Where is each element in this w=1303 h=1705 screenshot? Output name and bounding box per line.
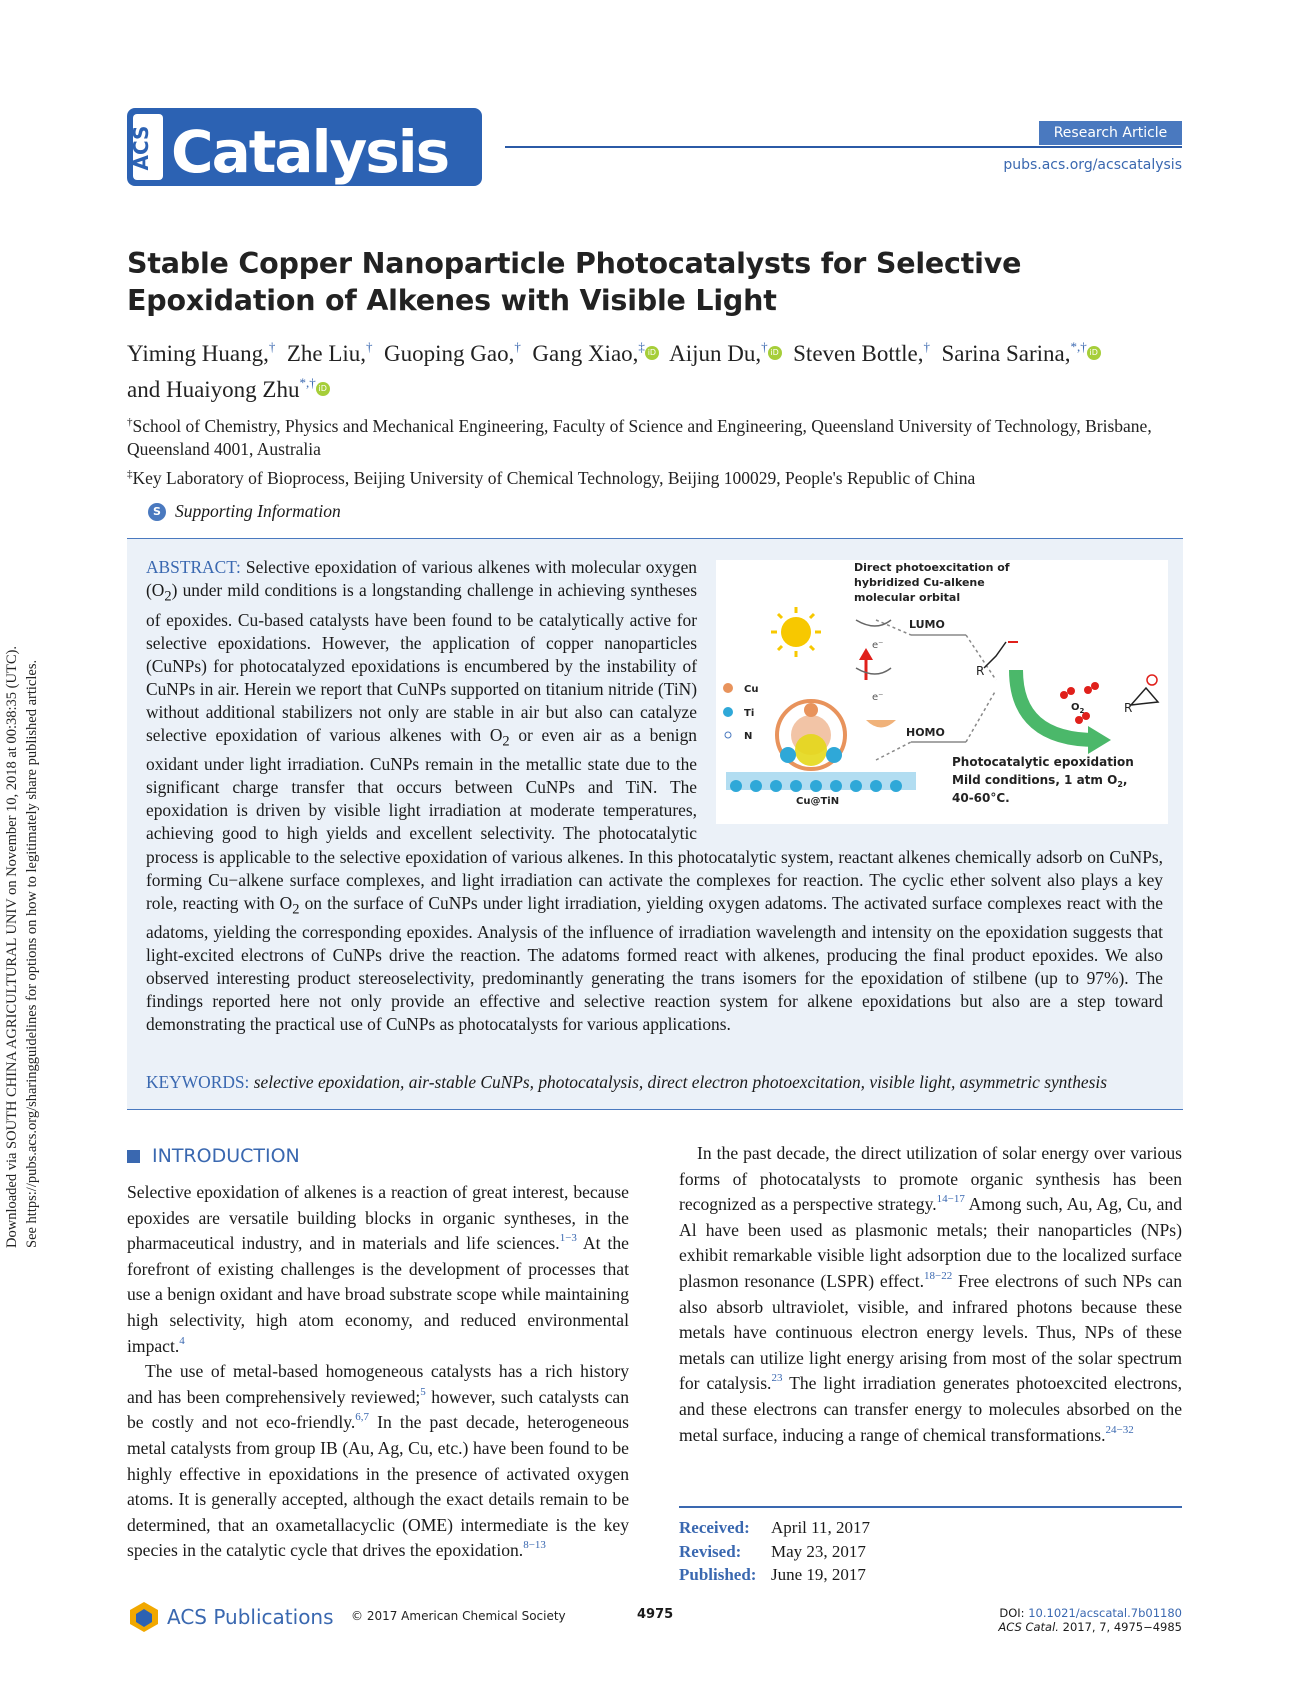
n-legend-icon — [725, 732, 731, 738]
author-mark: † — [761, 339, 768, 354]
journal-badge: ACS — [129, 125, 153, 171]
revised-label: Revised: — [679, 1541, 742, 1561]
r-group-label: R — [976, 664, 985, 678]
keywords-list: selective epoxidation, air-stable CuNPs, photocatalysis, direct electron photoexcitation, visible light, asymmetric synthesis — [253, 1072, 1107, 1092]
author-mark: *,† — [1070, 339, 1087, 354]
right-column — [679, 1141, 1182, 1448]
reference-link[interactable]: 4 — [179, 1334, 185, 1347]
subscript: 2 — [164, 588, 172, 605]
r-group-label: R — [1124, 701, 1133, 715]
toc-caption-2: Mild conditions, 1 atm $O_2$, — [952, 773, 1128, 789]
author-mark: † — [366, 339, 373, 354]
received-label: Received: — [679, 1518, 750, 1537]
publisher-logo[interactable] — [127, 1600, 334, 1634]
reference-link[interactable]: 23 — [771, 1372, 783, 1385]
citation: 2017, 7, 4975−4985 — [1058, 1620, 1182, 1634]
legend-ti: Ti — [744, 708, 755, 719]
section-bullet-icon — [127, 1150, 140, 1163]
download-note-line-2[interactable]: See https://pubs.acs.org/sharingguidelines for options on how to legitimately share published articles. — [24, 659, 40, 1248]
reference-link[interactable]: 5 — [420, 1385, 426, 1398]
supporting-info-label: Supporting Information — [175, 501, 341, 521]
intro-paragraph-2: The use of metal-based homogeneous catalysts has a rich history and has been comprehensively reviewed;$^5$ however, such catalysts can be costly and not eco-friendly.$^{6,7}$ In the past decade, heterogeneous metal catalysts from group IB (Au, Ag, Cu, etc.) have been found to be highly effective in epoxidations in the presence of activated oxygen atoms. It is generally accepted, although the exact details remain to be determined, that an oxametallacyclic (OME) intermediate is the key species in the catalytic cycle that drives the epoxidation.$^{8-13}$ — [127, 1361, 629, 1561]
acs-hexagon-icon — [127, 1600, 161, 1634]
affiliation-1 — [127, 411, 1187, 461]
homo-label: HOMO — [906, 726, 945, 739]
revised-row — [679, 1540, 870, 1564]
reference-link[interactable]: 6,7 — [355, 1411, 370, 1424]
published-date: June 19, 2017 — [771, 1565, 866, 1584]
download-note — [2, 348, 42, 1248]
orcid-icon[interactable]: iD — [645, 346, 659, 360]
epoxide-icon — [1131, 688, 1158, 705]
article-title: Stable Copper Nanoparticle Photocatalysts for Selective Epoxidation of Alkenes with Visible Light — [127, 247, 1022, 317]
affiliation-mark: † — [127, 416, 133, 428]
orcid-icon[interactable]: iD — [316, 382, 330, 396]
author-name[interactable]: Zhe Liu, — [286, 341, 367, 366]
abstract-part: or even air as a benign oxidant under light irradiation. CuNPs remain in the metallic state due to the significant charge transfer that occurs between CuNPs and TiN. The epoxidation is driven by visible light irradiation at moderate temperatures, achieving good to high yields and excellent selectivity. The photocatalytic process is applicable to the selective epoxidation of various alkenes. In this photocatalytic system, reactant alkenes chemically adsorb on CuNPs, forming Cu−alkene surface complexes, and light irradiation can activate the complexes for reaction. The cyclic ether solvent also plays a key role, reacting with O — [146, 724, 1163, 913]
author-list — [127, 332, 1187, 404]
toc-caption-3: 40-60°C. — [952, 791, 1010, 805]
reference-link[interactable]: 8−13 — [523, 1539, 546, 1552]
ti-legend-icon — [723, 707, 733, 717]
author-mark: † — [268, 339, 276, 354]
journal-logo — [127, 108, 482, 186]
author-mark: *,† — [299, 375, 316, 390]
dates-rule — [679, 1506, 1182, 1508]
author-name[interactable]: Aijun Du, — [669, 341, 762, 366]
author-name[interactable]: Guoping Gao, — [384, 341, 515, 366]
article-type-badge: Research Article — [1039, 121, 1182, 145]
reference-link[interactable]: 24−32 — [1105, 1423, 1134, 1436]
left-column — [127, 1180, 629, 1564]
cu-cluster-icon — [777, 701, 845, 769]
copyright: © 2017 American Chemical Society — [351, 1609, 566, 1623]
toc-heading-2: hybridized Cu-alkene — [854, 576, 985, 589]
orcid-icon[interactable]: iD — [768, 346, 782, 360]
legend-cu: Cu — [744, 684, 759, 695]
author-name[interactable]: Yiming Huang, — [127, 341, 269, 366]
download-note-line-1: Downloaded via SOUTH CHINA AGRICULTURAL UNIV on November 10, 2018 at 00:38:35 (UTC). — [4, 646, 20, 1248]
supporting-info-icon: S — [148, 503, 166, 521]
subscript: 2 — [292, 901, 300, 918]
reference-link[interactable]: 18−22 — [924, 1269, 953, 1282]
citation-journal: ACS Catal. — [998, 1620, 1059, 1634]
received-row — [679, 1516, 870, 1540]
cu-legend-icon — [723, 683, 733, 693]
abstract-part: on the surface of CuNPs under light irradiation, yielding oxygen adatoms. The activated surface complexes react with the adatoms, yielding the corresponding epoxides. Analysis of the influence of irradiation wavelength and intensity on the epoxidation suggests that light-excited electrons of CuNPs drive the reaction. The adatoms formed react with alkenes, producing the final product epoxides. We also observed interesting product stereoselectivity, predominantly generating the trans isomers for the epoxidation of stilbene (up to 97%). The findings reported here not only provide an effective and selective reaction system for alkene epoxidations but also are a step toward demonstrating the practical use of CuNPs as photocatalysts for various applications. — [146, 892, 1164, 1035]
abstract-label: ABSTRACT: — [146, 557, 241, 577]
author-mark: † — [514, 339, 521, 354]
affiliation-1-text: School of Chemistry, Physics and Mechanical Engineering, Faculty of Science and Engineering, Queensland University of Technology, Brisbane, Queensland 4001, Australia — [127, 415, 1152, 459]
sun-icon — [771, 607, 821, 657]
affiliation-2 — [127, 463, 1187, 490]
received-date: April 11, 2017 — [771, 1518, 871, 1537]
toc-graphic — [716, 560, 1168, 824]
author-name[interactable]: and Huaiyong Zhu — [127, 377, 300, 402]
orcid-icon[interactable]: iD — [1087, 346, 1101, 360]
toc-heading-3: molecular orbital — [854, 591, 961, 604]
subscript: 2 — [502, 733, 510, 750]
o2-label: $O_2$ — [1071, 702, 1085, 715]
toc-heading-1: Direct photoexcitation of — [854, 561, 1010, 574]
affiliation-2-text: Key Laboratory of Bioprocess, Beijing University of Chemical Technology, Beijing 100029, People's Republic of China — [132, 467, 976, 488]
published-row — [679, 1563, 870, 1587]
page-number: 4975 — [637, 1607, 674, 1622]
author-mark: ‡ — [638, 339, 645, 354]
author-name[interactable]: Gang Xiao, — [532, 341, 639, 366]
abstract-part: Selective epoxidation of various alkenes with molecular oxygen (O — [146, 557, 697, 601]
tin-support-icon — [726, 772, 916, 792]
electron-label: e⁻ — [872, 692, 884, 703]
supporting-information-link[interactable] — [148, 501, 341, 522]
keywords — [146, 1071, 1176, 1094]
intro-paragraph-3: In the past decade, the direct utilization of solar energy over various forms of photocatalysts to promote organic synthesis has been recognized as a perspective strategy.$^{14-17}$ Among such, Au, Ag, Cu, and Al have been used as plasmonic metals; their nanoparticles (NPs) exhibit remarkable visible light adsorption due to the localized surface plasmon resonance (LSPR) effect.$^{18-22}$ Free electrons of such NPs can also absorb ultraviolet, visible, and infrared photons because these metals have continuous electron energy levels. Thus, NPs of these metals can utilize light energy arising from most of the solar spectrum for catalysis.$^{23}$ The light irradiation generates photoexcited electrons, and these electrons can transfer energy to molecules absorbed on the metal surface, inducing a range of chemical transformations.$^{24-32}$ — [679, 1143, 1183, 1445]
reference-link[interactable]: 14−17 — [936, 1193, 965, 1206]
publication-dates — [679, 1516, 870, 1587]
publisher-name: ACS Publications — [167, 1605, 334, 1629]
support-label: Cu@TiN — [796, 796, 840, 807]
journal-name: Catalysis — [171, 118, 449, 186]
author-name[interactable]: Steven Bottle, — [793, 341, 924, 366]
header-rule — [505, 146, 1182, 148]
doi-link[interactable]: 10.1021/acscatal.7b01180 — [1028, 1606, 1182, 1620]
legend-n: N — [744, 731, 753, 742]
orbital-diagram — [876, 620, 996, 760]
intro-paragraph-1: Selective epoxidation of alkenes is a reaction of great interest, because epoxides are versatile building blocks in organic syntheses, in the pharmaceutical industry, and in materials and life sciences.$^{1-3}$ At the forefront of existing challenges is the development of processes that use a benign oxidant and have broad substrate scope while maintaining high selectivity, high atom economy, and reduced environmental impact.$^4$ — [127, 1182, 629, 1356]
lumo-label: LUMO — [909, 618, 945, 631]
journal-url[interactable]: pubs.acs.org/acscatalysis — [1003, 157, 1182, 173]
reference-link[interactable]: 1−3 — [559, 1232, 577, 1245]
electron-label: e⁻ — [872, 640, 884, 651]
reaction-arrow-icon — [1016, 670, 1096, 740]
doi-block — [998, 1606, 1182, 1634]
keywords-label: KEYWORDS: — [146, 1072, 250, 1092]
author-name[interactable]: Sarina Sarina, — [941, 341, 1071, 366]
affiliation-mark: ‡ — [127, 468, 133, 480]
doi-label: DOI: — [999, 1606, 1029, 1620]
published-label: Published: — [679, 1565, 757, 1584]
toc-caption-1: Photocatalytic epoxidation — [952, 755, 1134, 769]
revised-date: May 23, 2017 — [771, 1541, 866, 1561]
introduction-title: INTRODUCTION — [152, 1145, 300, 1167]
abstract-part: ) under mild conditions is a longstanding challenge in achieving syntheses of epoxides. Cu-based catalysts have been found to be catalytically active for selective epoxidations. However, the application of copper nanoparticles (CuNPs) for photocatalyzed epoxidations is encumbered by the instability of CuNPs in air. Herein we report that CuNPs supported on titanium nitride (TiN) without additional stabilizers not only are stable in air but also can catalyze selective epoxidation of various alkenes with O — [146, 580, 697, 745]
introduction-heading — [127, 1145, 300, 1167]
author-mark: † — [923, 339, 930, 354]
